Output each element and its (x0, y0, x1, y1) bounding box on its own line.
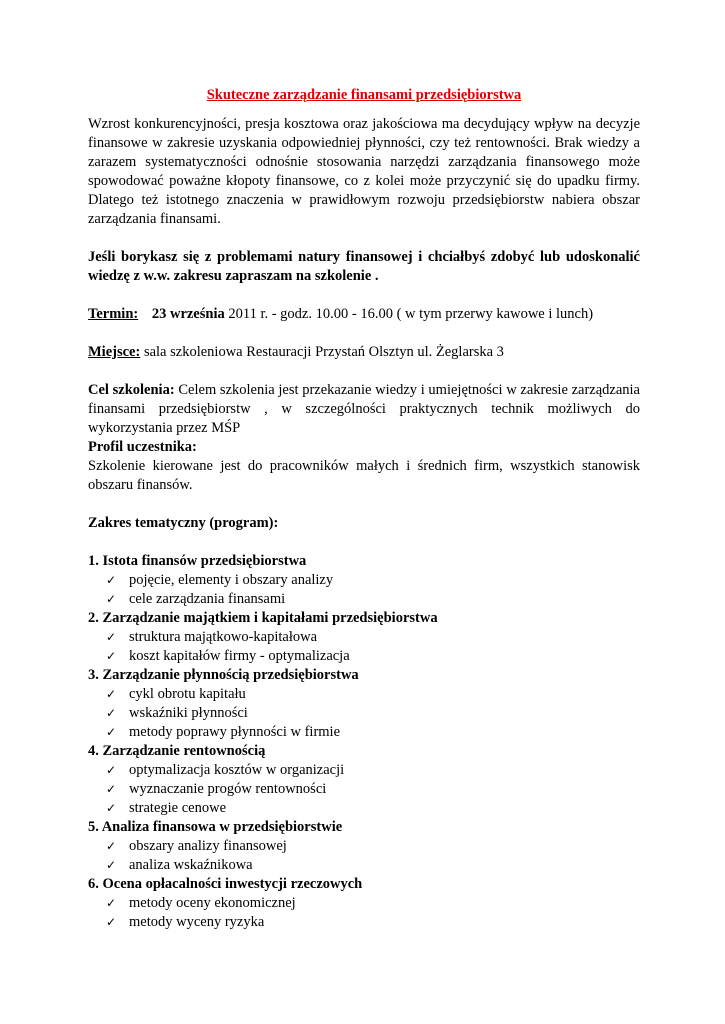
termin-line (88, 305, 640, 324)
spacer (88, 286, 640, 305)
section-title: 4. Zarządzanie rentownością (88, 743, 266, 759)
program-section (88, 742, 640, 818)
list-item-text: metody poprawy płynności w firmie (129, 724, 341, 740)
section-points (88, 894, 640, 932)
miejsce-line (88, 343, 640, 362)
list-item-text: pojęcie, elementy i obszary analizy (129, 572, 334, 588)
list-item-text: wyznaczanie progów rentowności (129, 781, 327, 797)
spacer (88, 324, 640, 343)
spacer (88, 362, 640, 381)
list-item (106, 856, 640, 875)
program-section (88, 818, 640, 875)
checkmark-icon: ✓ (106, 573, 117, 587)
list-item-text: struktura majątkowo-kapitałowa (129, 629, 318, 645)
list-item (106, 590, 640, 609)
list-item (106, 894, 640, 913)
list-item (106, 723, 640, 742)
intro-paragraph: Wzrost konkurencyjności, presja kosztowa oraz jakościowa ma decydujący wpływ na decyzje finansowe w zakresie uzyskania odpowiedniej płynności, czy też rentowności. Brak wiedzy a zarazem systematyczności odnośnie stosowania narzędzi zarządzania finansowego może spowodować poważne kłopoty finansowe, co z kolei może przyczynić się do upadku firmy. Dlatego też istotnego znaczenia w prawidłowym rozwoju przedsiębiorstw nabiera obszar zarządzania finansami. (88, 116, 640, 227)
cel-label: Cel szkolenia: (88, 382, 175, 398)
list-item (106, 647, 640, 666)
checkmark-icon: ✓ (106, 839, 117, 853)
list-item (106, 571, 640, 590)
section-points (88, 837, 640, 875)
checkmark-icon: ✓ (106, 801, 117, 815)
cel-value: Celem szkolenia jest przekazanie wiedzy i umiejętności w zakresie zarządzania finansami przedsiębiorstw , w szczególności praktycznych technik możliwych do wykorzystania przez MŚP (88, 382, 640, 436)
checkmark-icon: ✓ (106, 896, 117, 910)
section-points (88, 628, 640, 666)
list-item (106, 780, 640, 799)
list-item-text: cykl obrotu kapitału (129, 686, 246, 702)
miejsce-label: Miejsce: (88, 344, 141, 360)
program-section (88, 666, 640, 742)
list-item-text: optymalizacja kosztów w organizacji (129, 762, 345, 778)
list-item-text: koszt kapitałów firmy - optymalizacja (129, 648, 350, 664)
list-item (106, 628, 640, 647)
checkmark-icon: ✓ (106, 706, 117, 720)
program-section (88, 609, 640, 666)
checkmark-icon: ✓ (106, 763, 117, 777)
miejsce-value: sala szkoleniowa Restauracji Przystań Olsztyn ul. Żeglarska 3 (140, 344, 504, 360)
program-section (88, 875, 640, 932)
checkmark-icon: ✓ (106, 687, 117, 701)
checkmark-icon: ✓ (106, 725, 117, 739)
list-item-text: wskaźniki płynności (129, 705, 248, 721)
checkmark-icon: ✓ (106, 915, 117, 929)
list-item (106, 799, 640, 818)
termin-label: Termin: (88, 306, 139, 322)
program-heading: Zakres tematyczny (program): (88, 515, 279, 531)
section-title: 6. Ocena opłacalności inwestycji rzeczowych (88, 876, 363, 892)
profil-label: Profil uczestnika: (88, 439, 197, 455)
checkmark-icon: ✓ (106, 649, 117, 663)
spacer (88, 533, 640, 552)
list-item-text: analiza wskaźnikowa (129, 857, 253, 873)
profil-value: Szkolenie kierowane jest do pracowników małych i średnich firm, wszystkich stanowisk obszaru finansów. (88, 458, 640, 493)
section-title: 1. Istota finansów przedsiębiorstwa (88, 553, 307, 569)
list-item (106, 837, 640, 856)
section-points (88, 685, 640, 742)
cel-paragraph (88, 381, 640, 438)
section-title: 5. Analiza finansowa w przedsiębiorstwie (88, 819, 343, 835)
termin-details: 2011 r. - godz. 10.00 - 16.00 ( w tym przerwy kawowe i lunch) (224, 306, 594, 322)
document-page (88, 86, 640, 932)
section-points (88, 571, 640, 609)
list-item (106, 913, 640, 932)
list-item (106, 685, 640, 704)
spacer (88, 229, 640, 248)
termin-date: 23 września (151, 306, 225, 322)
invitation-paragraph: Jeśli borykasz się z problemami natury finansowej i chciałbyś zdobyć lub udoskonalić wiedzę z w.w. zakresu zapraszam na szkolenie . (88, 249, 640, 284)
list-item (106, 761, 640, 780)
checkmark-icon: ✓ (106, 630, 117, 644)
program-sections (88, 552, 640, 932)
checkmark-icon: ✓ (106, 782, 117, 796)
list-item (106, 704, 640, 723)
list-item-text: obszary analizy finansowej (129, 838, 287, 854)
list-item-text: metody oceny ekonomicznej (129, 895, 296, 911)
section-points (88, 761, 640, 818)
checkmark-icon: ✓ (106, 858, 117, 872)
list-item-text: metody wyceny ryzyka (129, 914, 265, 930)
section-title: 2. Zarządzanie majątkiem i kapitałami przedsiębiorstwa (88, 610, 438, 626)
document-title: Skuteczne zarządzanie finansami przedsiębiorstwa (206, 87, 522, 103)
spacer (88, 495, 640, 514)
checkmark-icon: ✓ (106, 592, 117, 606)
list-item-text: cele zarządzania finansami (129, 591, 286, 607)
program-section (88, 552, 640, 609)
section-title: 3. Zarządzanie płynnością przedsiębiorstwa (88, 667, 359, 683)
list-item-text: strategie cenowe (129, 800, 227, 816)
